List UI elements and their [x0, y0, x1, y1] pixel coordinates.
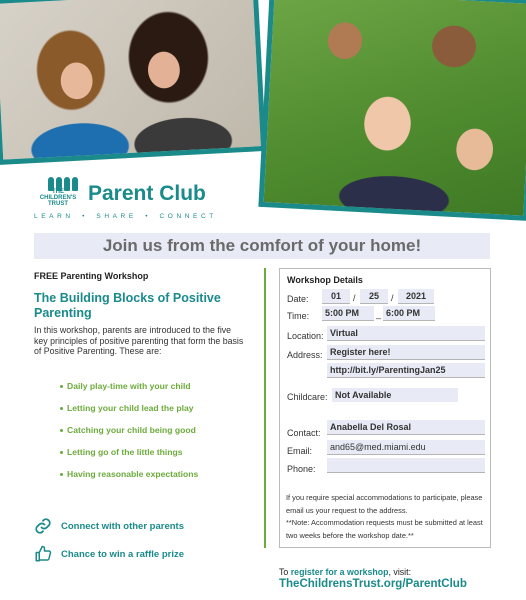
date-separator: /	[353, 293, 356, 303]
email-field: and65@med.miami.edu	[327, 440, 485, 454]
banner-heading: Join us from the comfort of your home!	[34, 233, 490, 259]
tagline	[34, 213, 220, 220]
perk-label: Connect with other parents	[61, 520, 184, 532]
childcare-field: Not Available	[332, 388, 458, 402]
date-separator: /	[391, 293, 394, 303]
email-label: Email:	[287, 446, 313, 456]
workshop-intro: In this workshop, parents are introduced to the five key principles of positive parenting that form the basis of Positive Parenting. These are:	[34, 325, 244, 357]
phone-label: Phone:	[287, 464, 316, 474]
tagline-word: LEARN	[34, 213, 74, 220]
list-item: Catching your child being good	[60, 425, 196, 435]
list-item: Having reasonable expectations	[60, 469, 198, 479]
time-separator: _	[376, 309, 382, 319]
address-field-line1: Register here!	[327, 345, 485, 359]
tagline-dot: •	[145, 213, 152, 220]
register-link[interactable]: register for a workshop	[290, 567, 389, 577]
logo-mark	[34, 177, 80, 205]
contact-field: Anabella Del Rosal	[327, 420, 485, 434]
list-item: Daily play-time with your child	[60, 381, 191, 391]
list-item: Letting your child lead the play	[60, 403, 194, 413]
workshop-title: The Building Blocks of Positive Parenting	[34, 291, 221, 320]
photo-mother-daughter	[0, 0, 266, 165]
logo-text: THE CHILDREN'S TRUST	[39, 189, 77, 207]
address-field-line2: http://bit.ly/ParentingJan25	[327, 363, 485, 377]
location-field: Virtual	[327, 326, 485, 340]
thumbs-up-icon	[34, 545, 52, 563]
perk-label: Chance to win a raffle prize	[61, 548, 184, 560]
time-start-field: 5:00 PM	[322, 306, 374, 320]
tagline-word: SHARE	[96, 213, 137, 220]
details-title: Workshop Details	[287, 275, 363, 285]
date-label: Date:	[287, 294, 309, 304]
date-month-field: 01	[322, 289, 350, 303]
address-label: Address:	[287, 350, 323, 360]
accommodation-note: If you require special accommodations to participate, please email us your request to the address.	[286, 493, 483, 515]
register-instruction: To register for a workshop, visit:	[279, 567, 412, 577]
contact-label: Contact:	[287, 428, 321, 438]
time-label: Time:	[287, 311, 310, 321]
date-year-field: 2021	[398, 289, 434, 303]
photo-family-on-grass	[258, 0, 526, 221]
workshop-details-box	[279, 268, 491, 548]
parent-club-url-link[interactable]: TheChildrensTrust.org/ParentClub	[279, 578, 467, 590]
location-label: Location:	[287, 331, 324, 341]
perk-connect	[34, 517, 184, 535]
childcare-label: Childcare:	[287, 392, 328, 402]
perk-raffle	[34, 545, 184, 563]
phone-field	[327, 458, 485, 472]
date-day-field: 25	[360, 289, 388, 303]
time-end-field: 6:00 PM	[383, 306, 435, 320]
workshop-label: FREE Parenting Workshop	[34, 271, 149, 281]
childrens-trust-logo	[34, 177, 80, 205]
tagline-dot: •	[82, 213, 88, 220]
tagline-word: CONNECT	[159, 213, 217, 220]
accommodation-deadline-note: **Note: Accommodation requests must be submitted at least two weeks before the workshop date.**	[286, 518, 483, 540]
list-item: Letting go of the little things	[60, 447, 183, 457]
brand-title: Parent Club	[88, 182, 206, 205]
column-divider	[264, 268, 266, 548]
link-icon	[34, 517, 52, 535]
